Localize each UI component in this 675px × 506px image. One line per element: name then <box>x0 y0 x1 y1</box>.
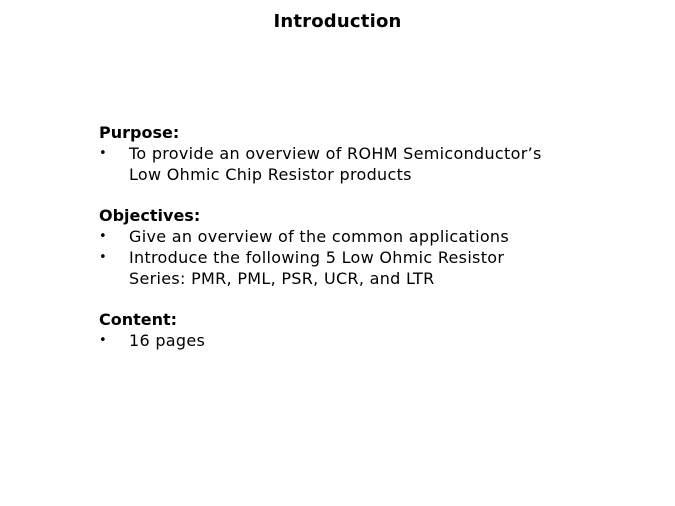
section-heading: Content: <box>99 310 178 329</box>
bullet-text: 16 pages <box>129 331 206 350</box>
content-section <box>99 310 619 351</box>
purpose-section <box>99 123 619 185</box>
bullet-icon: • <box>99 333 107 348</box>
section-heading: Objectives: <box>99 206 201 225</box>
bullet-item <box>99 226 589 247</box>
bullet-icon: • <box>99 146 107 161</box>
slide-title: Introduction <box>273 11 402 32</box>
objectives-section <box>99 206 619 289</box>
bullet-text: Introduce the following 5 Low Ohmic Resistor Series: PMR, PML, PSR, UCR, and LTR <box>129 248 505 288</box>
slide-content <box>99 123 619 372</box>
section-heading: Purpose: <box>99 123 180 142</box>
bullet-text: To provide an overview of ROHM Semiconductor’s Low Ohmic Chip Resistor products <box>129 144 542 184</box>
bullet-item <box>99 247 539 289</box>
bullet-icon: • <box>99 229 107 244</box>
bullet-text: Give an overview of the common applications <box>129 227 510 246</box>
bullet-item <box>99 330 619 351</box>
bullet-item <box>99 143 569 185</box>
bullet-icon: • <box>99 250 107 265</box>
